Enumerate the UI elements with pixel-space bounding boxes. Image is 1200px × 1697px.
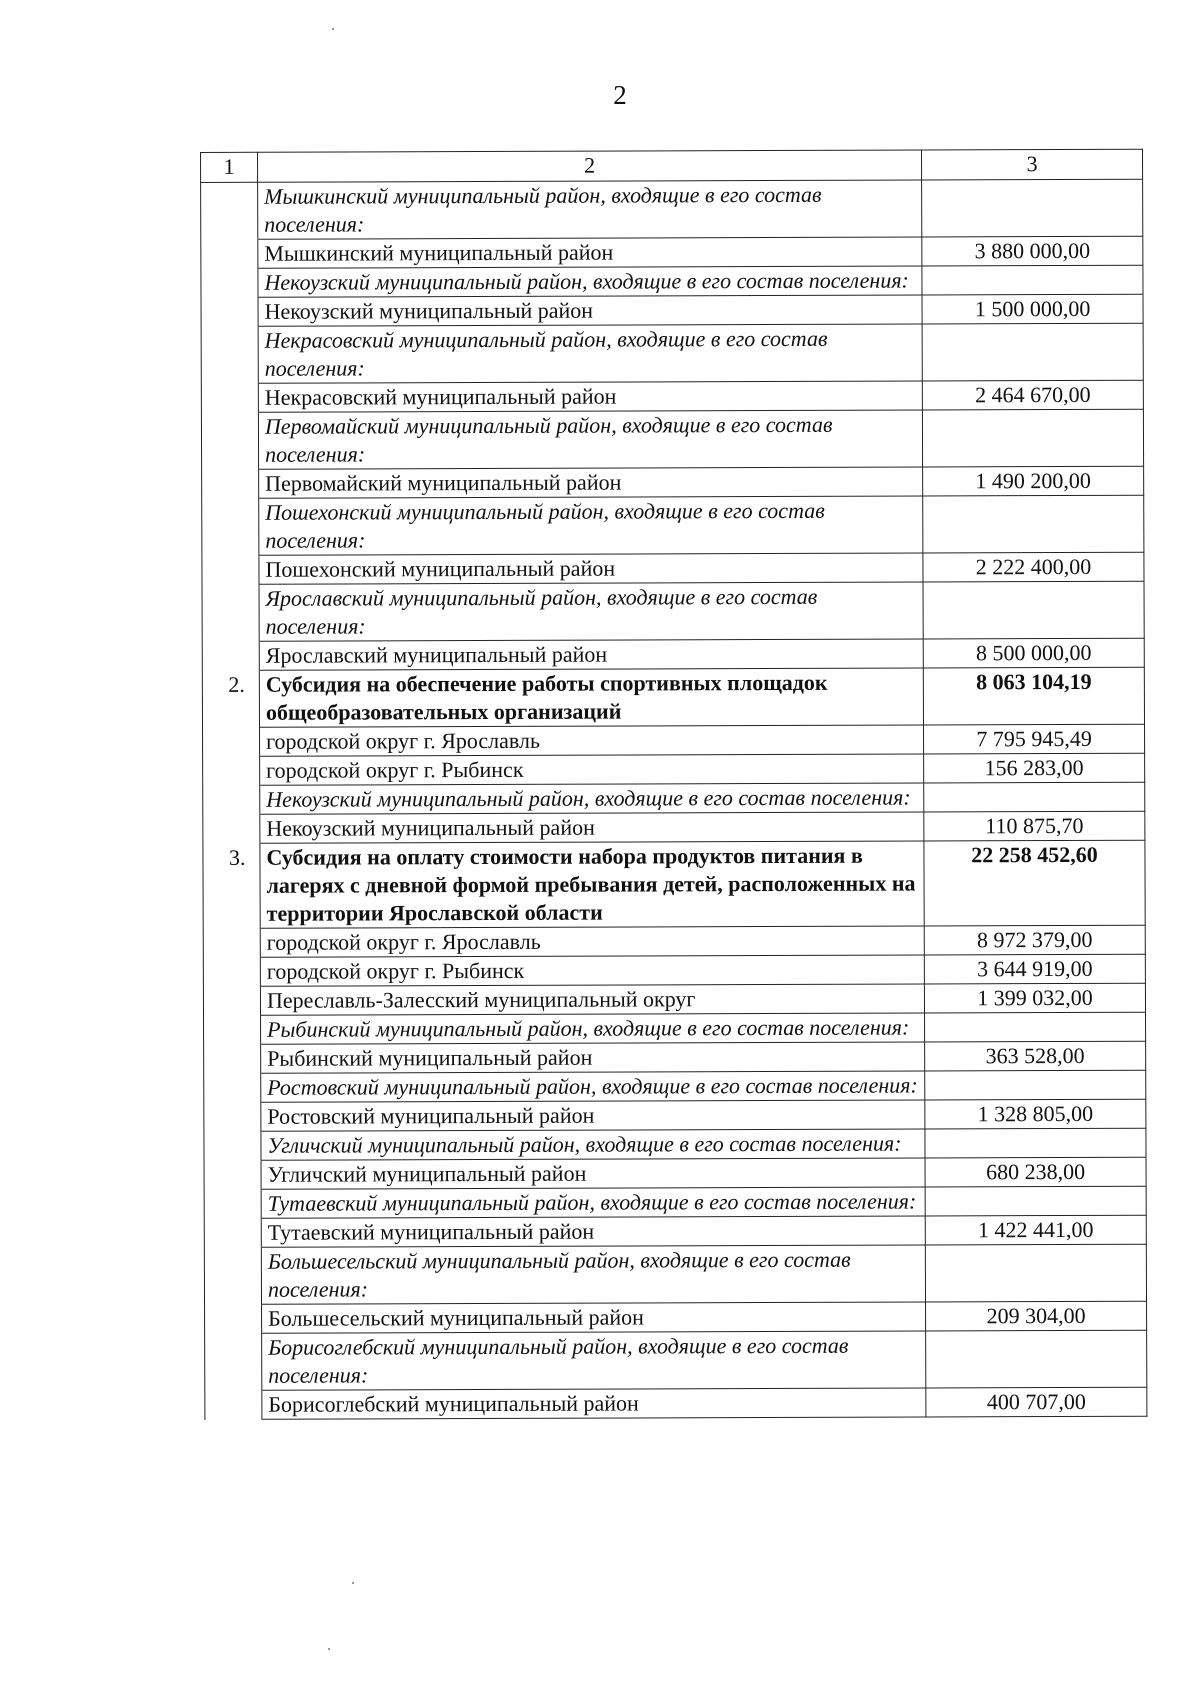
header-col-3: 3 xyxy=(921,149,1142,180)
subheading-row xyxy=(203,782,1145,814)
table-row xyxy=(205,1387,1147,1419)
subheading-row xyxy=(201,179,1143,239)
row-name-cell: Тутаевский муниципальный район xyxy=(261,1216,925,1247)
row-amount-cell: 8 972 379,00 xyxy=(924,925,1145,955)
row-name-cell: Ростовский муниципальный район, входящие в его состав поселения: xyxy=(261,1071,925,1102)
row-number-cell xyxy=(205,1304,262,1333)
row-name-cell: Субсидия на обеспечение работы спортивных площадок общеобразовательных организаций xyxy=(259,668,923,727)
subheading-row xyxy=(202,495,1144,555)
row-amount-cell: 1 399 032,00 xyxy=(924,983,1145,1013)
row-amount-cell: 1 422 441,00 xyxy=(925,1215,1146,1245)
row-amount-cell: 363 528,00 xyxy=(925,1041,1146,1071)
row-amount-cell xyxy=(923,581,1144,639)
row-name-cell: Первомайский муниципальный район xyxy=(259,467,923,498)
row-name-cell: Пошехонский муниципальный район xyxy=(259,553,923,584)
subheading-row xyxy=(205,1330,1147,1390)
row-amount-cell: 1 490 200,00 xyxy=(923,466,1144,496)
row-amount-cell xyxy=(925,1244,1146,1302)
row-amount-cell: 1 328 805,00 xyxy=(925,1099,1146,1129)
row-number-cell xyxy=(201,326,258,383)
page-number: 2 xyxy=(613,80,627,110)
table-row xyxy=(203,811,1145,843)
row-name-cell: Некоузский муниципальный район xyxy=(260,812,924,843)
row-number-cell xyxy=(204,1160,261,1189)
row-name-cell: городской округ г. Рыбинск xyxy=(260,754,924,785)
row-number-cell xyxy=(205,1390,262,1419)
row-number-cell xyxy=(204,1189,261,1218)
row-number-cell xyxy=(204,1247,261,1304)
row-number-cell xyxy=(201,297,258,326)
row-number-cell xyxy=(201,239,258,268)
row-number-cell xyxy=(204,1044,261,1073)
row-name-cell: Мышкинский муниципальный район xyxy=(258,237,922,268)
row-number-cell xyxy=(204,1073,261,1102)
row-name-cell: Некрасовский муниципальный район xyxy=(258,381,922,412)
row-amount-cell: 2 464 670,00 xyxy=(922,380,1143,410)
row-name-cell: Тутаевский муниципальный район, входящие в его состав поселения: xyxy=(261,1187,925,1218)
table-row xyxy=(202,638,1144,670)
row-number-cell xyxy=(203,814,260,843)
row-amount-cell: 3 644 919,00 xyxy=(924,954,1145,984)
subheading-row xyxy=(202,581,1144,641)
row-amount-cell: 156 283,00 xyxy=(924,753,1145,783)
row-number-cell xyxy=(201,182,258,239)
row-name-cell: Ростовский муниципальный район xyxy=(261,1100,925,1131)
row-name-cell: Угличский муниципальный район, входящие в его состав поселения: xyxy=(261,1129,925,1160)
table-row xyxy=(201,294,1143,326)
row-amount-cell xyxy=(925,1128,1146,1158)
row-name-cell: Субсидия на оплату стоимости набора продуктов питания в лагерях с дневной формой пребывания детей, расположенных на территории Ярославской области xyxy=(260,841,924,928)
row-number-cell xyxy=(202,641,259,670)
header-col-1: 1 xyxy=(201,152,258,182)
row-name-cell: Борисоглебский муниципальный район, входящие в его состав поселения: xyxy=(262,1331,926,1390)
row-name-cell: Некоузский муниципальный район, входящие в его состав поселения: xyxy=(258,266,922,297)
row-amount-cell xyxy=(922,179,1143,237)
row-name-cell: Борисоглебский муниципальный район xyxy=(262,1388,926,1419)
row-amount-cell: 7 795 945,49 xyxy=(924,724,1145,754)
row-name-cell: Пошехонский муниципальный район, входящие в его состав поселения: xyxy=(259,496,923,555)
subheading-row xyxy=(204,1128,1146,1160)
row-amount-cell xyxy=(924,782,1145,812)
row-amount-cell: 2 222 400,00 xyxy=(923,552,1144,582)
row-amount-cell: 209 304,00 xyxy=(926,1301,1147,1331)
table-row xyxy=(204,1215,1146,1247)
row-number-cell xyxy=(204,1015,261,1044)
section-row xyxy=(203,840,1145,928)
row-name-cell: городской округ г. Рыбинск xyxy=(260,955,924,986)
table-row xyxy=(201,236,1143,268)
table-row xyxy=(203,925,1145,957)
row-name-cell: Некоузский муниципальный район, входящие в его состав поселения: xyxy=(260,783,924,814)
row-number-cell xyxy=(202,584,259,641)
row-number-cell xyxy=(201,268,258,297)
row-amount-cell xyxy=(925,1012,1146,1042)
table-row xyxy=(202,466,1144,498)
row-name-cell: Угличский муниципальный район xyxy=(261,1158,925,1189)
row-amount-cell: 8 500 000,00 xyxy=(923,638,1144,668)
row-amount-cell xyxy=(923,495,1144,553)
table-row xyxy=(203,724,1145,756)
row-number-cell: 2. xyxy=(202,670,259,727)
subheading-row xyxy=(204,1244,1146,1304)
row-number-cell xyxy=(203,928,260,957)
row-name-cell: Некрасовский муниципальный район, входящие в его состав поселения: xyxy=(258,324,922,383)
row-number-cell xyxy=(203,986,260,1015)
row-number-cell xyxy=(201,412,258,469)
row-amount-cell xyxy=(925,1070,1146,1100)
row-name-cell: Первомайский муниципальный район, входящие в его состав поселения: xyxy=(258,410,922,469)
row-amount-cell xyxy=(922,323,1143,381)
row-name-cell: Некоузский муниципальный район xyxy=(258,295,922,326)
subheading-row xyxy=(201,323,1143,383)
table-row xyxy=(203,954,1145,986)
row-name-cell: городской округ г. Ярославль xyxy=(260,725,924,756)
row-name-cell: Рыбинский муниципальный район, входящие в его состав поселения: xyxy=(261,1013,925,1044)
row-amount-cell xyxy=(926,1330,1147,1388)
row-name-cell: Большесельский муниципальный район xyxy=(262,1302,926,1333)
row-number-cell: 3. xyxy=(203,843,260,928)
row-name-cell: Ярославский муниципальный район xyxy=(259,639,923,670)
scan-speck xyxy=(328,1648,330,1650)
row-number-cell xyxy=(202,555,259,584)
subsidy-table xyxy=(200,149,1147,1420)
table-header-row xyxy=(201,149,1143,182)
table-row xyxy=(204,1099,1146,1131)
row-number-cell xyxy=(203,957,260,986)
row-name-cell: городской округ г. Ярославль xyxy=(260,926,924,957)
row-name-cell: Ярославский муниципальный район, входящие в его состав поселения: xyxy=(259,582,923,641)
row-amount-cell: 8 063 104,19 xyxy=(923,667,1144,725)
header-col-2: 2 xyxy=(258,150,922,182)
row-name-cell: Большесельский муниципальный район, входящие в его состав поселения: xyxy=(261,1245,925,1304)
row-amount-cell: 22 258 452,60 xyxy=(924,840,1145,926)
row-amount-cell: 680 238,00 xyxy=(925,1157,1146,1187)
row-name-cell: Рыбинский муниципальный район xyxy=(261,1042,925,1073)
scan-speck xyxy=(332,28,334,30)
subheading-row xyxy=(204,1186,1146,1218)
row-number-cell xyxy=(201,383,258,412)
row-number-cell xyxy=(203,785,260,814)
table-row xyxy=(205,1301,1147,1333)
row-amount-cell: 1 500 000,00 xyxy=(922,294,1143,324)
subheading-row xyxy=(204,1070,1146,1102)
row-name-cell: Мышкинский муниципальный район, входящие в его состав поселения: xyxy=(258,180,922,239)
table-body xyxy=(201,179,1147,1419)
table-row xyxy=(203,753,1145,785)
row-number-cell xyxy=(204,1131,261,1160)
row-number-cell xyxy=(202,498,259,555)
section-row xyxy=(202,667,1144,727)
row-amount-cell: 400 707,00 xyxy=(926,1387,1147,1417)
row-amount-cell xyxy=(922,265,1143,295)
subheading-row xyxy=(204,1012,1146,1044)
row-number-cell xyxy=(203,756,260,785)
row-name-cell: Переславль-Залесский муниципальный округ xyxy=(260,984,924,1015)
row-number-cell xyxy=(205,1333,262,1390)
subheading-row xyxy=(201,265,1143,297)
row-number-cell xyxy=(203,727,260,756)
row-number-cell xyxy=(202,469,259,498)
row-amount-cell: 3 880 000,00 xyxy=(922,236,1143,266)
row-number-cell xyxy=(204,1102,261,1131)
table-row xyxy=(204,1157,1146,1189)
table-row xyxy=(203,983,1145,1015)
row-amount-cell xyxy=(925,1186,1146,1216)
table-row xyxy=(201,380,1143,412)
subheading-row xyxy=(201,409,1143,469)
row-number-cell xyxy=(204,1218,261,1247)
table-row xyxy=(204,1041,1146,1073)
row-amount-cell xyxy=(922,409,1143,467)
scan-speck xyxy=(352,1582,354,1584)
row-amount-cell: 110 875,70 xyxy=(924,811,1145,841)
table-row xyxy=(202,552,1144,584)
